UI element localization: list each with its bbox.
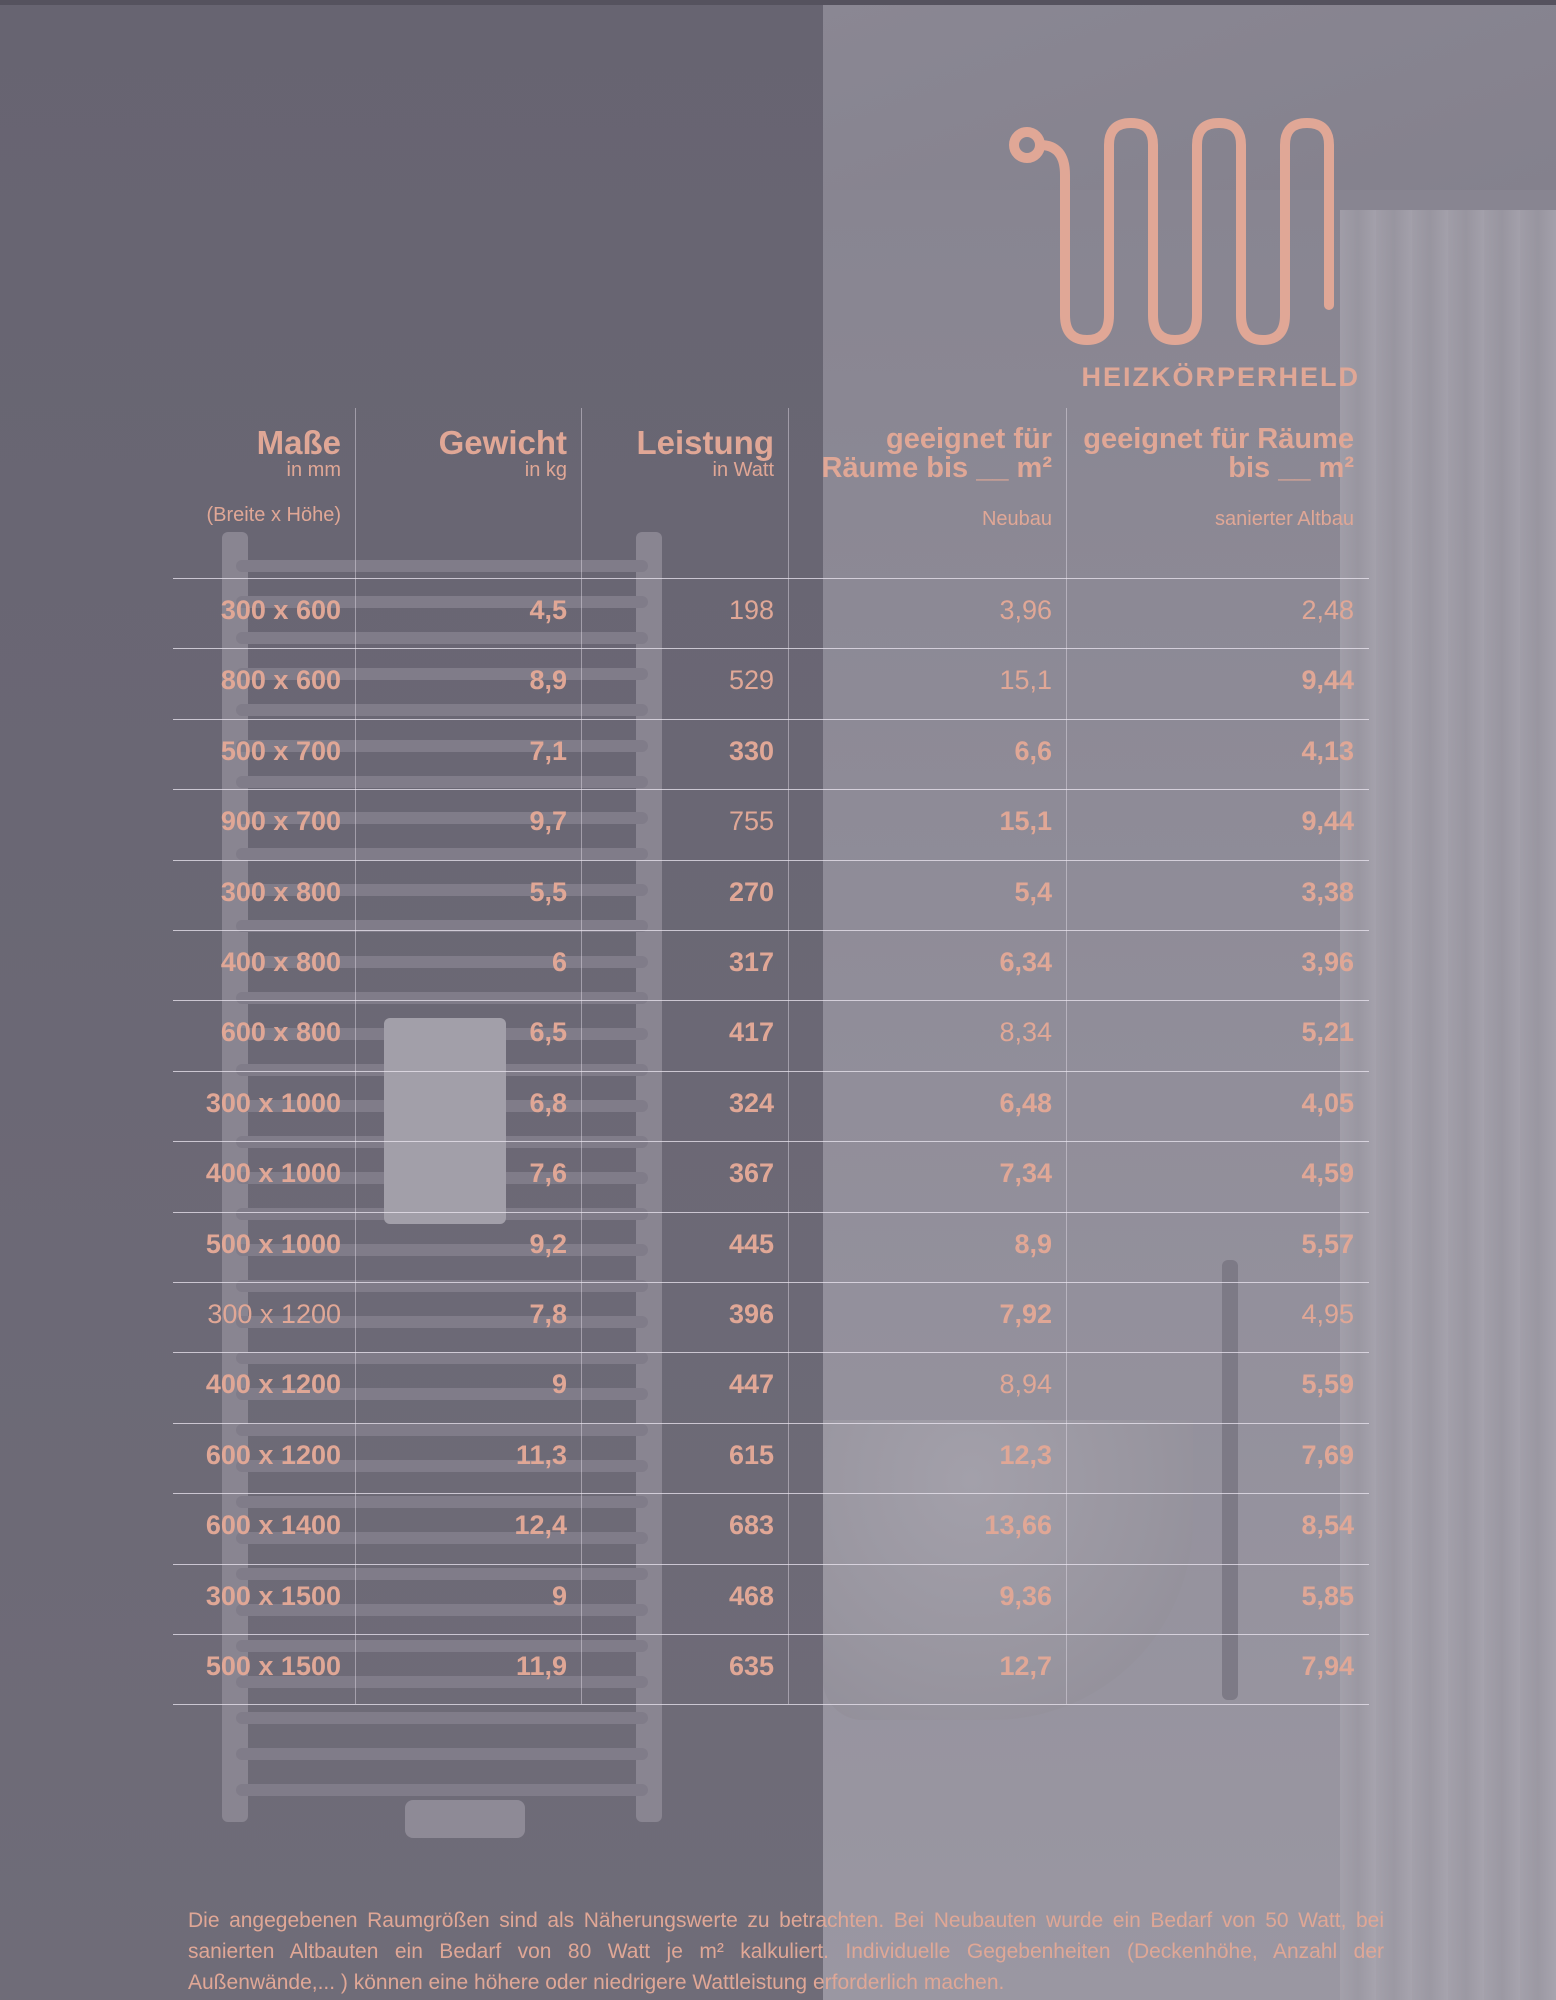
cell-new: 8,9 bbox=[1014, 1228, 1052, 1259]
header-old-title-line2: bis __ m² bbox=[1228, 452, 1354, 484]
row-divider bbox=[173, 719, 1369, 720]
cell-power: 447 bbox=[728, 1369, 774, 1400]
cell-old: 7,94 bbox=[1301, 1651, 1354, 1681]
cell-dims: 800 x 600 bbox=[220, 665, 341, 696]
cell-old: 3,38 bbox=[1301, 876, 1354, 907]
cell-power: 198 bbox=[728, 595, 774, 625]
header-new-note: Neubau bbox=[981, 508, 1052, 530]
header-new-title-line2: Räume bis __ m² bbox=[821, 452, 1052, 484]
cell-weight: 7,8 bbox=[529, 1299, 567, 1329]
header-power-title: Leistung bbox=[636, 424, 774, 461]
cell-weight: 9 bbox=[551, 1580, 567, 1611]
column-divider bbox=[788, 408, 789, 1704]
cell-old: 5,21 bbox=[1301, 1017, 1354, 1048]
cell-weight: 5,5 bbox=[529, 876, 567, 907]
cell-dims: 600 x 1400 bbox=[205, 1510, 341, 1541]
cell-old: 4,05 bbox=[1301, 1087, 1354, 1118]
header-dims-unit: in mm bbox=[286, 459, 341, 481]
cell-old: 9,44 bbox=[1301, 806, 1354, 837]
row-divider bbox=[173, 860, 1369, 861]
cell-power: 330 bbox=[728, 735, 774, 766]
row-divider bbox=[173, 578, 1369, 579]
cell-old: 3,96 bbox=[1301, 947, 1354, 977]
cell-new: 8,34 bbox=[999, 1017, 1052, 1048]
cell-dims: 300 x 1500 bbox=[205, 1580, 341, 1611]
cell-new: 13,66 bbox=[984, 1510, 1052, 1541]
row-divider bbox=[173, 1634, 1369, 1635]
cell-new: 5,4 bbox=[1014, 876, 1052, 907]
cell-weight: 6,5 bbox=[529, 1017, 567, 1048]
cell-dims: 500 x 700 bbox=[220, 735, 341, 766]
cell-new: 3,96 bbox=[999, 595, 1052, 625]
header-dims-title: Maße bbox=[256, 424, 341, 461]
row-divider bbox=[173, 1704, 1369, 1705]
cell-weight: 11,3 bbox=[515, 1439, 567, 1470]
cell-weight: 6 bbox=[551, 947, 567, 977]
cell-power: 396 bbox=[728, 1299, 774, 1329]
header-old-title-line1: geeignet für Räume bbox=[1083, 423, 1354, 455]
header-old-note: sanierter Altbau bbox=[1215, 508, 1354, 530]
row-divider bbox=[173, 1000, 1369, 1001]
cell-weight: 8,9 bbox=[529, 665, 567, 696]
cell-weight: 4,5 bbox=[529, 595, 567, 625]
cell-old: 5,59 bbox=[1301, 1369, 1354, 1400]
row-divider bbox=[173, 1564, 1369, 1565]
row-divider bbox=[173, 1423, 1369, 1424]
cell-power: 317 bbox=[728, 947, 774, 977]
cell-dims: 600 x 1200 bbox=[205, 1439, 341, 1470]
cell-dims: 600 x 800 bbox=[220, 1017, 341, 1048]
cell-power: 417 bbox=[728, 1017, 774, 1048]
cell-old: 5,57 bbox=[1301, 1228, 1354, 1259]
column-divider bbox=[581, 408, 582, 1704]
cell-new: 6,48 bbox=[999, 1087, 1052, 1118]
cell-dims: 400 x 1000 bbox=[205, 1158, 341, 1189]
cell-power: 615 bbox=[728, 1439, 774, 1470]
cell-weight: 9 bbox=[551, 1369, 567, 1400]
row-divider bbox=[173, 789, 1369, 790]
cell-power: 445 bbox=[728, 1228, 774, 1259]
cell-power: 468 bbox=[728, 1580, 774, 1611]
cell-new: 9,36 bbox=[999, 1580, 1052, 1611]
cell-old: 7,69 bbox=[1301, 1439, 1354, 1470]
cell-dims: 900 x 700 bbox=[220, 806, 341, 837]
cell-power: 324 bbox=[728, 1087, 774, 1118]
cell-dims: 500 x 1500 bbox=[205, 1651, 341, 1681]
cell-power: 367 bbox=[728, 1158, 774, 1189]
cell-old: 5,85 bbox=[1301, 1580, 1354, 1611]
column-divider bbox=[355, 408, 356, 1704]
row-divider bbox=[173, 648, 1369, 649]
footnote: Die angegebenen Raumgrößen sind als Näherungswerte zu betrachten. Bei Neubauten wurde ein Bedarf von 50 Watt, bei sanierten Altbauten ein Bedarf von 80 Watt je m² kalkuliert. Individuelle Gegebenheiten (Deckenhöhe, Anzahl der Außenwände,... ) können eine höhere oder niedrigere Wattleistung erforderlich machen. bbox=[188, 1909, 1384, 1994]
row-divider bbox=[173, 1493, 1369, 1494]
cell-new: 7,92 bbox=[999, 1299, 1052, 1329]
brand-name: HEIZKÖRPERHELD bbox=[1081, 362, 1360, 392]
cell-dims: 300 x 800 bbox=[220, 876, 341, 907]
header-weight-title: Gewicht bbox=[438, 424, 567, 461]
cell-weight: 7,6 bbox=[529, 1158, 567, 1189]
cell-dims: 400 x 800 bbox=[220, 947, 341, 977]
cell-weight: 11,9 bbox=[515, 1651, 567, 1681]
cell-dims: 400 x 1200 bbox=[205, 1369, 341, 1400]
cell-dims: 300 x 600 bbox=[220, 595, 341, 625]
cell-old: 8,54 bbox=[1301, 1510, 1354, 1541]
cell-weight: 6,8 bbox=[529, 1087, 567, 1118]
cell-new: 12,3 bbox=[999, 1439, 1052, 1470]
cell-weight: 9,7 bbox=[529, 806, 567, 837]
header-weight-unit: in kg bbox=[524, 459, 567, 481]
header-new-title-line1: geeignet für bbox=[886, 423, 1052, 455]
cell-dims: 500 x 1000 bbox=[205, 1228, 341, 1259]
row-divider bbox=[173, 930, 1369, 931]
header-dims-note: (Breite x Höhe) bbox=[206, 504, 341, 526]
cell-old: 2,48 bbox=[1301, 595, 1354, 625]
cell-weight: 9,2 bbox=[529, 1228, 567, 1259]
cell-old: 4,59 bbox=[1301, 1158, 1354, 1189]
cell-old: 4,13 bbox=[1301, 735, 1354, 766]
cell-old: 9,44 bbox=[1301, 665, 1354, 696]
cell-new: 6,34 bbox=[999, 947, 1052, 977]
cell-old: 4,95 bbox=[1301, 1299, 1354, 1329]
cell-new: 15,1 bbox=[999, 806, 1052, 837]
cell-new: 7,34 bbox=[999, 1158, 1052, 1189]
cell-power: 529 bbox=[728, 665, 774, 696]
cell-dims: 300 x 1000 bbox=[205, 1087, 341, 1118]
cell-weight: 12,4 bbox=[514, 1510, 567, 1541]
row-divider bbox=[173, 1352, 1369, 1353]
cell-new: 12,7 bbox=[999, 1651, 1052, 1681]
row-divider bbox=[173, 1071, 1369, 1072]
cell-dims: 300 x 1200 bbox=[207, 1299, 341, 1329]
row-divider bbox=[173, 1141, 1369, 1142]
column-divider bbox=[1066, 408, 1067, 1704]
row-divider bbox=[173, 1212, 1369, 1213]
cell-power: 683 bbox=[728, 1510, 774, 1541]
header-power-unit: in Watt bbox=[712, 459, 774, 481]
cell-power: 635 bbox=[728, 1651, 774, 1681]
row-divider bbox=[173, 1282, 1369, 1283]
cell-new: 8,94 bbox=[999, 1369, 1052, 1400]
cell-new: 15,1 bbox=[999, 665, 1052, 696]
cell-new: 6,6 bbox=[1014, 735, 1052, 766]
cell-weight: 7,1 bbox=[529, 735, 567, 766]
cell-power: 755 bbox=[728, 806, 774, 837]
cell-power: 270 bbox=[728, 876, 774, 907]
